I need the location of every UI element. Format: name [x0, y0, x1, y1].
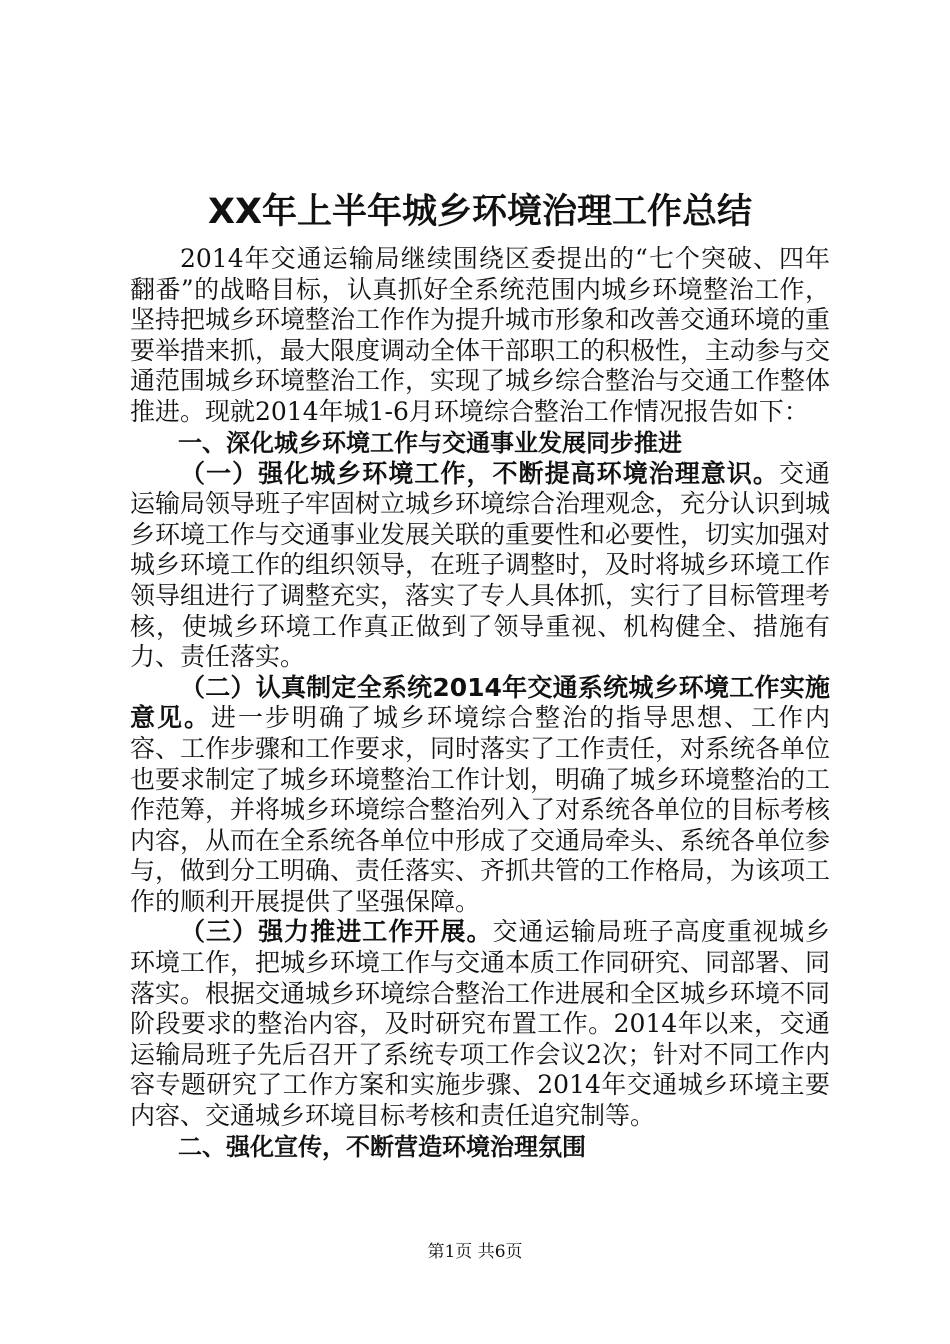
section-1-item-3 — [130, 917, 830, 1131]
intro-paragraph: 2014年交通运输局继续围绕区委提出的“七个突破、四年翻番”的战略目标，认真抓好全系统范围内城乡环境整治工作，坚持把城乡环境整治工作作为提升城市形象和改善交通环境的重要举措来抓，最大限度调动全体干部职工的积极性，主动参与交通范围城乡环境整治工作，实现了城乡综合整治与交通工作整体推进。现就2014年城1-6月环境综合整治工作情况报告如下： — [130, 244, 831, 426]
section-2-heading: 二、强化宣传，不断营造环境治理氛围 — [178, 1132, 586, 1161]
section-1-heading: 一、深化城乡环境工作与交通事业发展同步推进 — [178, 428, 682, 457]
item-3-lead: （三）强力推进工作开展。 — [180, 917, 493, 947]
item-1-lead: （一）强化城乡环境工作，不断提高环境治理意识。 — [180, 458, 779, 488]
document-page — [130, 186, 830, 1163]
document-title: XX年上半年城乡环境治理工作总结 — [208, 192, 752, 232]
page-footer: 第1页 共6页 — [427, 1242, 523, 1262]
section-1-item-1 — [130, 459, 830, 673]
item-2-lead: （二）认真制定全系统2014年交通系统城乡环境工作实施意见。 — [130, 672, 830, 733]
section-1-item-2 — [130, 673, 830, 918]
item-3-body: 交通运输局班子高度重视城乡环境工作，把城乡环境工作与交通本质工作同研究、同部署、同落实。根据交通城乡环境综合整治工作进展和全区城乡环境不同阶段要求的整治内容，及时研究布置工作。2014年以来，交通运输局班子先后召开了系统专项工作会议2次；针对不同工作内容专题研究了工作方案和实施步骤、2014年交通城乡环境主要内容、交通城乡环境目标考核和责任追究制等。 — [130, 917, 831, 1131]
item-2-body: 进一步明确了城乡环境综合整治的指导思想、工作内容、工作步骤和工作要求，同时落实了工作责任，对系统各单位也要求制定了城乡环境整治工作计划，明确了城乡环境整治的工作范筹，并将城乡环境综合整治列入了对系统各单位的目标考核内容，从而在全系统各单位中形成了交通局牵头、系统各单位参与，做到分工明确、责任落实、齐抓共管的工作格局，为该项工作的顺利开展提供了坚强保障。 — [130, 703, 831, 916]
item-1-body: 交通运输局领导班子牢固树立城乡环境综合治理观念，充分认识到城乡环境工作与交通事业发展关联的重要性和必要性，切实加强对城乡环境工作的组织领导，在班子调整时，及时将城乡环境工作领导组进行了调整充实，落实了专人具体抓，实行了目标管理考核，使城乡环境工作真正做到了领导重视、机构健全、措施有力、责任落实。 — [130, 458, 831, 672]
